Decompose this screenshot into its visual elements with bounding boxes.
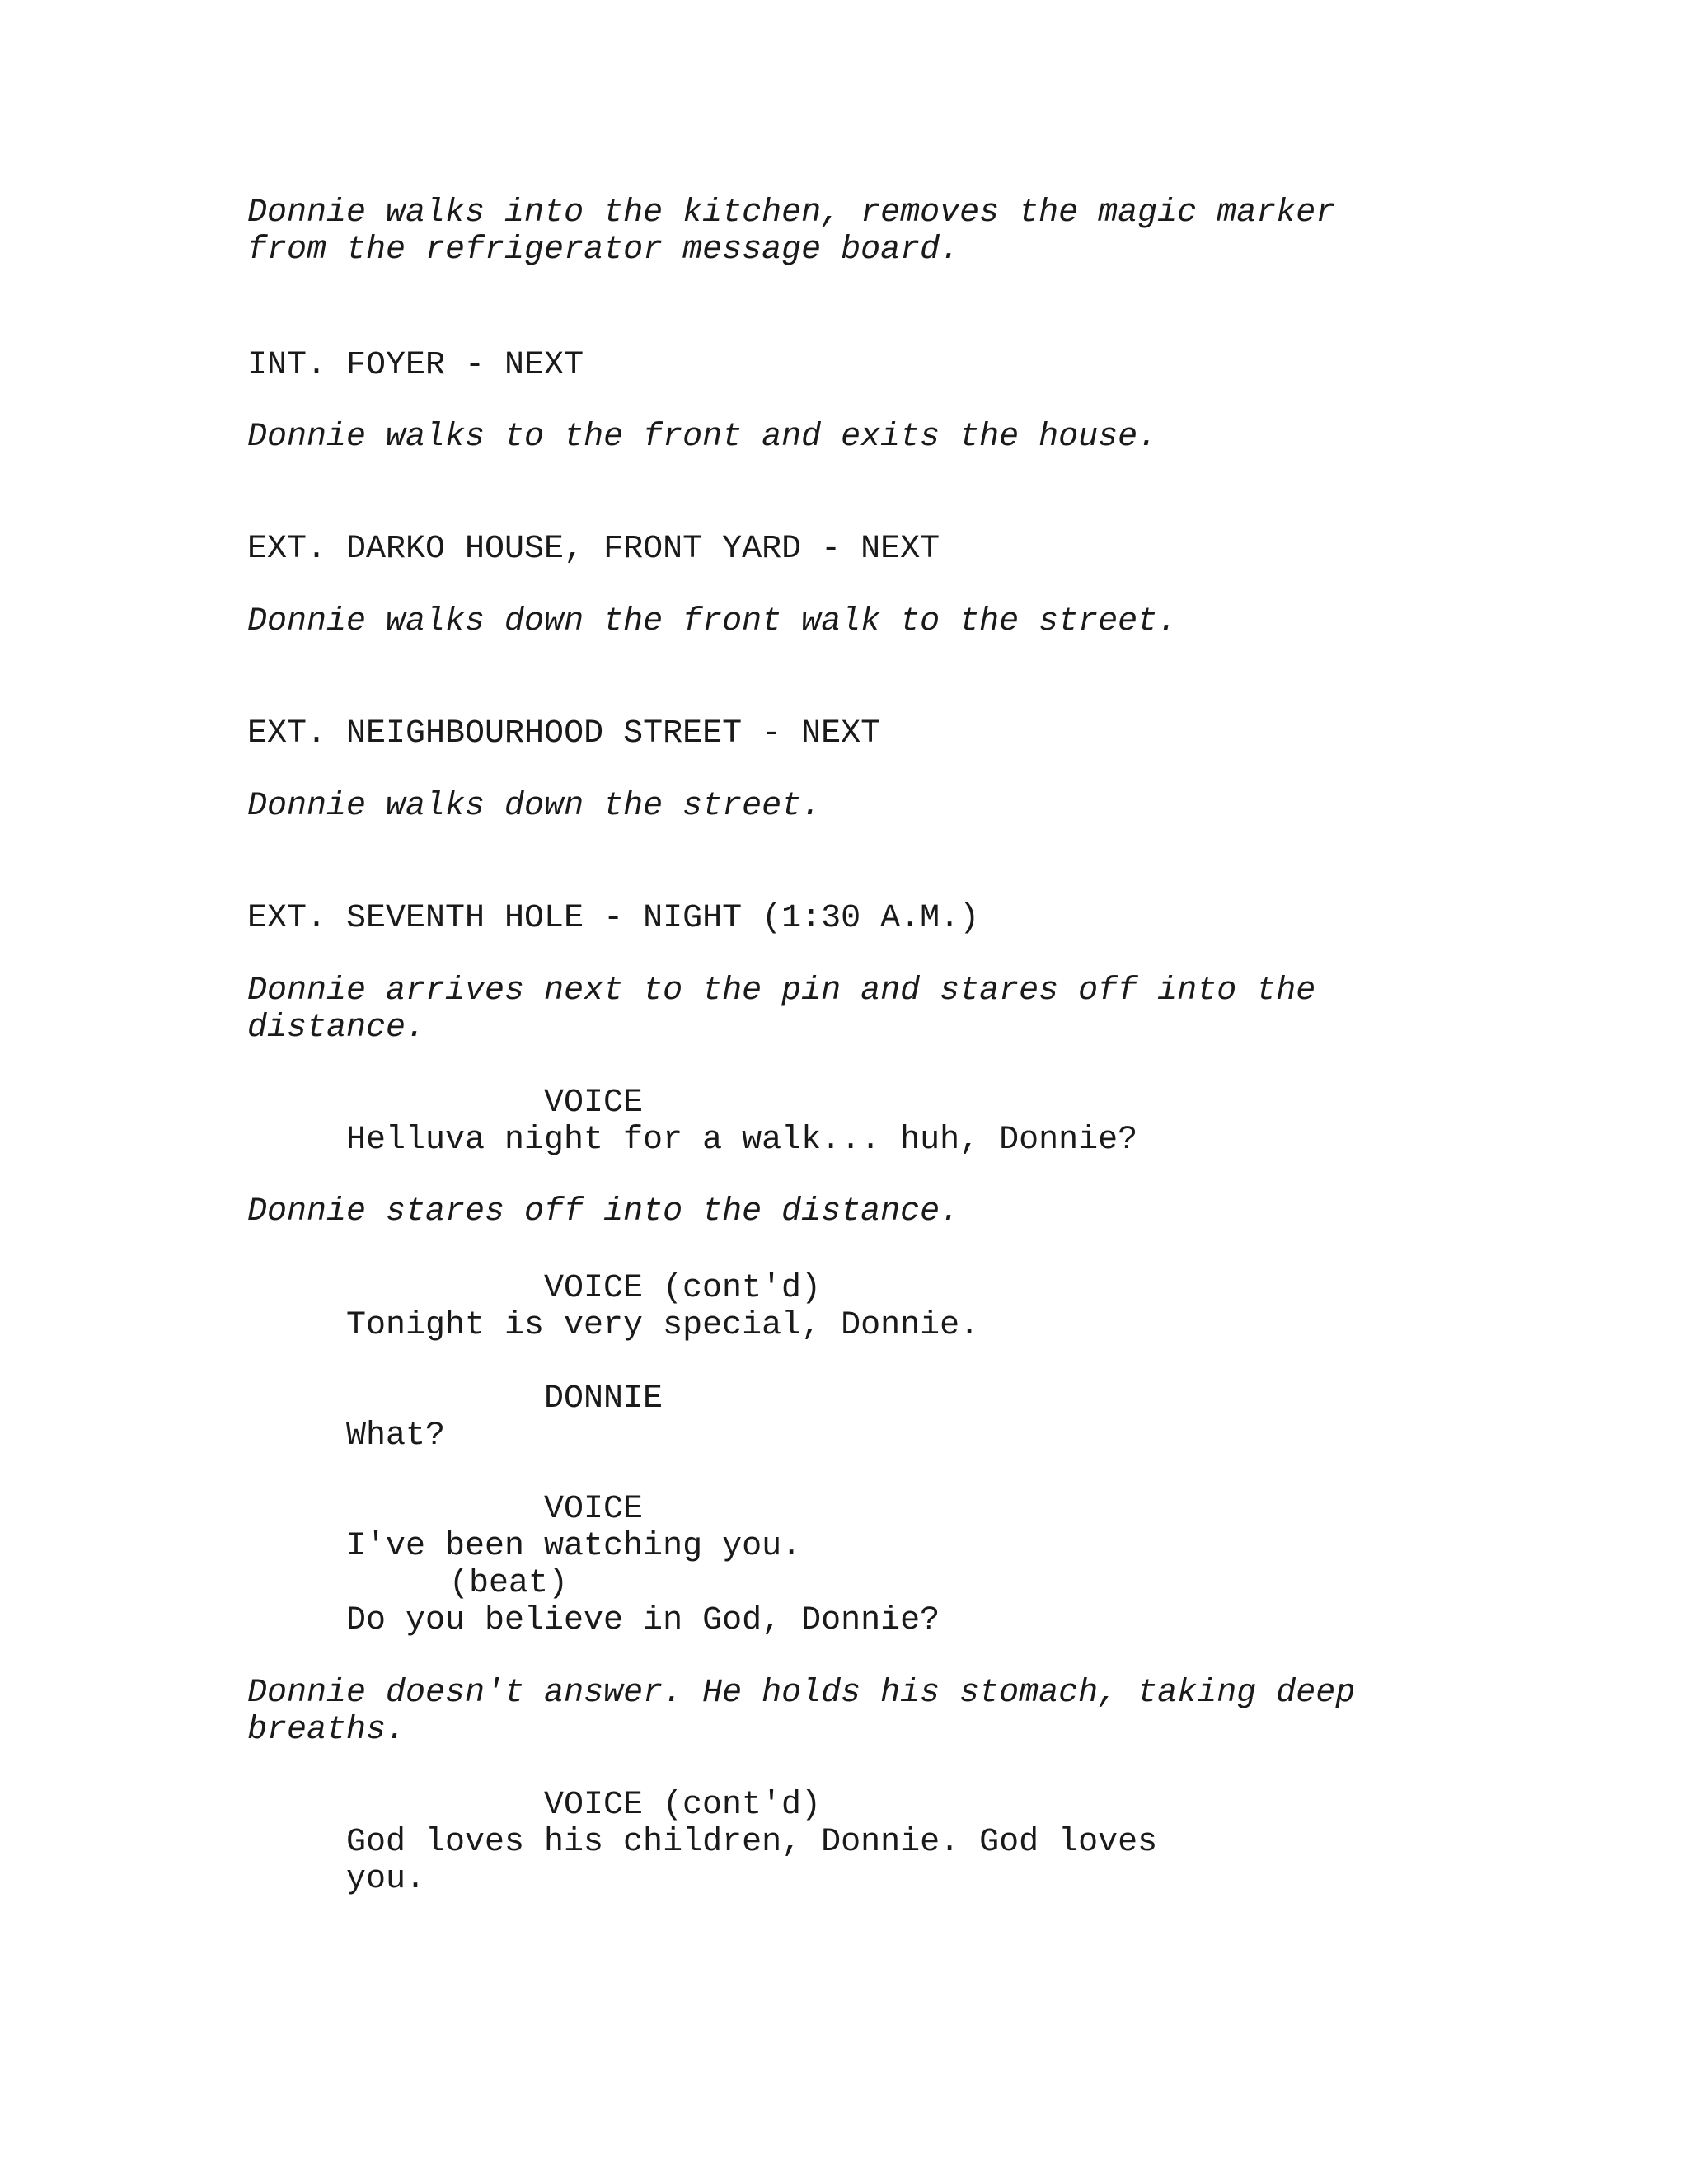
- scene-heading: EXT. DARKO HOUSE, FRONT YARD - NEXT: [247, 531, 940, 568]
- character-name: DONNIE: [544, 1380, 663, 1418]
- action-line: from the refrigerator message board.: [247, 232, 960, 269]
- dialogue-line: Helluva night for a walk... huh, Donnie?: [346, 1122, 1138, 1159]
- action-line: distance.: [247, 1010, 426, 1047]
- dialogue-line: God loves his children, Donnie. God loves: [346, 1824, 1158, 1861]
- character-name: VOICE (cont'd): [544, 1787, 822, 1824]
- action-line: Donnie walks down the street.: [247, 788, 822, 825]
- dialogue-line: you.: [346, 1861, 426, 1898]
- scene-heading: EXT. SEVENTH HOLE - NIGHT (1:30 A.M.): [247, 900, 980, 937]
- dialogue-line: Do you believe in God, Donnie?: [346, 1602, 940, 1639]
- action-line: Donnie doesn't answer. He holds his stomach, taking deep: [247, 1675, 1356, 1712]
- dialogue-line: I've been watching you.: [346, 1528, 802, 1565]
- character-name: VOICE: [544, 1085, 644, 1122]
- action-line: Donnie walks into the kitchen, removes the magic marker: [247, 194, 1336, 232]
- dialogue-line: Tonight is very special, Donnie.: [346, 1307, 980, 1344]
- action-line: breaths.: [247, 1712, 406, 1749]
- dialogue-line: What?: [346, 1418, 446, 1455]
- character-name: VOICE: [544, 1491, 644, 1528]
- action-line: Donnie walks to the front and exits the house.: [247, 419, 1158, 456]
- parenthetical: (beat): [449, 1565, 569, 1602]
- scene-heading: INT. FOYER - NEXT: [247, 347, 584, 384]
- action-line: Donnie arrives next to the pin and stares off into the: [247, 972, 1316, 1010]
- character-name: VOICE (cont'd): [544, 1270, 822, 1307]
- action-line: Donnie walks down the front walk to the street.: [247, 603, 1178, 640]
- scene-heading: EXT. NEIGHBOURHOOD STREET - NEXT: [247, 715, 881, 752]
- action-line: Donnie stares off into the distance.: [247, 1193, 960, 1230]
